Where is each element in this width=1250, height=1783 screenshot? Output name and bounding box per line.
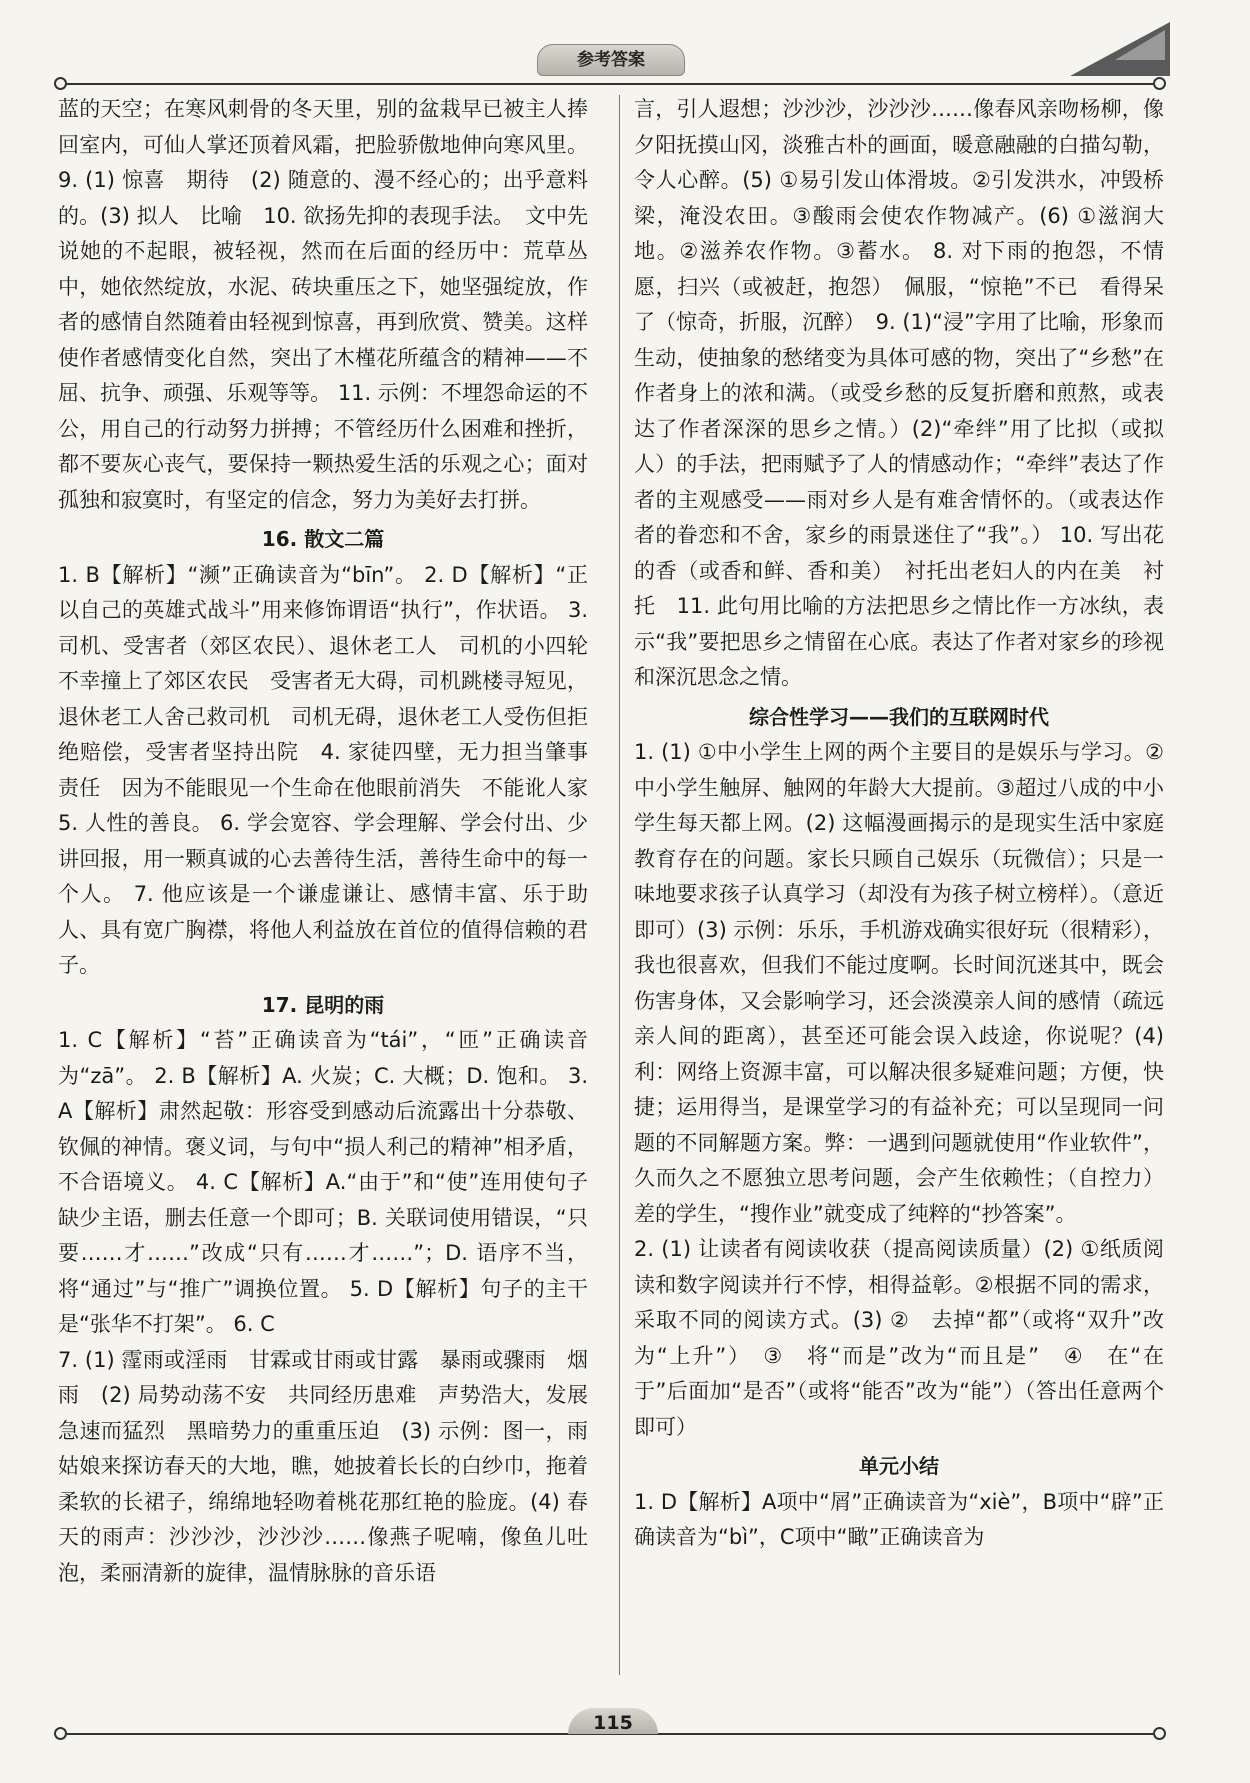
answer-paragraph: 1. (1) ①中小学生上网的两个主要目的是娱乐与学习。②中小学生触屏、触网的年龄大大提前。③超过八成的中小学生每天都上网。(2) 这幅漫画揭示的是现实生活中家庭教育存在的问题。家长只顾自己娱乐（玩微信）；只是一味地要求孩子认真学习（却没有为孩子树立榜样）。（意近即可）(3) 示例：乐乐，手机游戏确实很好玩（很精彩），我也很喜欢，但我们不能过度啊。长时间沉迷其中，既会伤害身体，又会影响学习，还会淡漠亲人间的感情（疏远亲人间的距离），甚至还可能会误入歧途，你说呢？(4) 利：网络上资源丰富，可以解决很多疑难问题；方便，快捷；运用得当，是课堂学习的有益补充；可以呈现同一问题的不同解题方案。弊：一遇到问题就使用“作业软件”，久而久之不愿独立思考问题，会产生依赖性；（自控力）差的学生，“搜作业”就变成了纯粹的“抄答案”。 bbox=[634, 740, 1164, 1226]
answer-paragraph: 1. B【解析】“濒”正确读音为“bīn”。 2. D【解析】“正以自己的英雄式战斗”用来修饰谓语“执行”，作状语。 3. 司机、受害者（郊区农民）、退休老工人 司机的小四轮不幸撞上了郊区农民 受害者无大碍，司机跳楼寻短见，退休老工人舍己救司机 司机无碍，退休老工人受伤但拒绝赔偿，受害者坚持出院 4. 家徒四壁，无力担当肇事责任 因为不能眼见一个生命在他眼前消失 不能讹人家 5. 人性的善良。 6. 学会宽容、学会理解、学会付出、少讲回报，用一颗真诚的心去善待生活，善待生命中的每一个人。 7. 他应该是一个谦虚谦让、感情丰富、乐于助人、具有宽广胸襟，将他人利益放在首位的值得信赖的君子。 bbox=[58, 562, 609, 977]
answer-paragraph: 7. (1) 霪雨或淫雨 甘霖或甘雨或甘露 暴雨或骤雨 烟雨 (2) 局势动荡不安 共同经历患难 声势浩大，发展急速而猛烈 黑暗势力的重重压迫 (3) 示例：图一，雨姑娘来探访春天的大地，瞧，她披着长长的白纱巾，拖着柔软的长裙子，绵绵地轻吻着桃花那红艳的脸庞。(4) 春天的雨声：沙沙沙，沙沙沙……像燕子呢喃，像鱼儿吐泡，柔丽清新的旋律，温情脉脉的音乐语 bbox=[58, 1347, 588, 1585]
header-title: 参考答案 bbox=[537, 44, 685, 76]
rule-end-dot bbox=[1153, 77, 1166, 90]
answer-paragraph: 1. D【解析】A项中“屑”正确读音为“xiè”，B项中“辟”正确读音为“bì”，C项中“瞰”正确读音为 bbox=[634, 1489, 1164, 1549]
section-heading: 单元小结 bbox=[859, 1454, 939, 1478]
answer-paragraph: 1. C【解析】“苔”正确读音为“tái”，“匝”正确读音为“zā”。 2. B【解析】A. 火炭；C. 大概；D. 饱和。 3. A【解析】肃然起敬：形容受到感动后流露出十分恭敬、钦佩的神情。褒义词，与句中“损人利己的精神”相矛盾，不合语境义。 4. C【解析】A.“由于”和“使”连用使句子缺少主语，删去任意一个即可；B. 关联词使用错误，“只要……才……”改成“只有……才……”；D. 语序不当，将“通过”与“推广”调换位置。 5. D【解析】句子的主干是“张华不打架”。 6. C bbox=[58, 1028, 588, 1336]
section-heading: 综合性学习——我们的互联网时代 bbox=[749, 704, 1049, 729]
column-divider bbox=[619, 95, 620, 1675]
section-heading: 16. 散文二篇 bbox=[261, 527, 385, 551]
page-number: 115 bbox=[593, 1712, 633, 1734]
section-heading: 17. 昆明的雨 bbox=[261, 992, 385, 1017]
rule-end-dot bbox=[1153, 1727, 1166, 1740]
answer-paragraph: 2. (1) 让读者有阅读收获（提高阅读质量）(2) ①纸质阅读和数字阅读并行不悖，相得益彰。②根据不同的需求，采取不同的阅读方式。(3) ② 去掉“都”（或将“双升”改为“上升”） ③ 将“而是”改为“而且是” ④ 在“在于”后面加“是否”（或将“能否”改为“能”）（答出任意两个即可） bbox=[634, 1237, 1164, 1439]
corner-decoration-inner bbox=[1115, 30, 1165, 60]
right-column bbox=[634, 92, 1164, 1556]
left-column bbox=[58, 92, 609, 1591]
answer-paragraph: 蓝的天空；在寒风刺骨的冬天里，别的盆栽早已被主人捧回室内，可仙人掌还顶着风霜，把脸骄傲地伸向寒风里。 9. (1) 惊喜 期待 (2) 随意的、漫不经心的；出乎意料的。(3) 拟人 比喻 10. 欲扬先抑的表现手法。 文中先说她的不起眼，被轻视，然而在后面的经历中：荒草丛中，她依然绽放，水泥、砖块重压之下，她坚强绽放，作者的感情自然随着由轻视到惊喜，再到欣赏、赞美。这样使作者感情变化自然，突出了木槿花所蕴含的精神——不屈、抗争、顽强、乐观等等。 11. 示例：不埋怨命运的不公，用自己的行动努力拼搏；不管经历什么困难和挫折，都不要灰心丧气，要保持一颗热爱生活的乐观之心；面对孤独和寂寞时，有坚定的信念，努力为美好去打拼。 bbox=[58, 97, 588, 512]
answer-paragraph: 言，引人遐想；沙沙沙，沙沙沙……像春风亲吻杨柳，像夕阳抚摸山冈，淡雅古朴的画面，暖意融融的白描勾勒，令人心醉。(5) ①易引发山体滑坡。②引发洪水，冲毁桥梁，淹没农田。③酸雨会使农作物减产。(6) ①滋润大地。②滋养农作物。③蓄水。 8. 对下雨的抱怨，不情愿，扫兴（或被赶，抱怨） 佩服，“惊艳”不已 看得呆了（惊奇，折服，沉醉） 9. (1)“浸”字用了比喻，形象而生动，使抽象的愁绪变为具体可感的物，突出了“乡愁”在作者身上的浓和满。（或受乡愁的反复折磨和煎熬，或表达了作者深深的思乡之情。）(2)“牵绊”用了比拟（或拟人）的手法，把雨赋予了人的情感动作；“牵绊”表达了作者的主观感受——雨对乡人是有难舍情怀的。（或表达作者的眷恋和不舍，家乡的雨景迷住了“我”。） 10. 写出花的香（或香和鲜、香和美） 衬托出老妇人的内在美 衬托 11. 此句用比喻的方法把思乡之情比作一方冰纨，表示“我”要把思乡之情留在心底。表达了作者对家乡的珍视和深沉思念之情。 bbox=[634, 97, 1164, 689]
header-rule bbox=[66, 83, 1153, 85]
